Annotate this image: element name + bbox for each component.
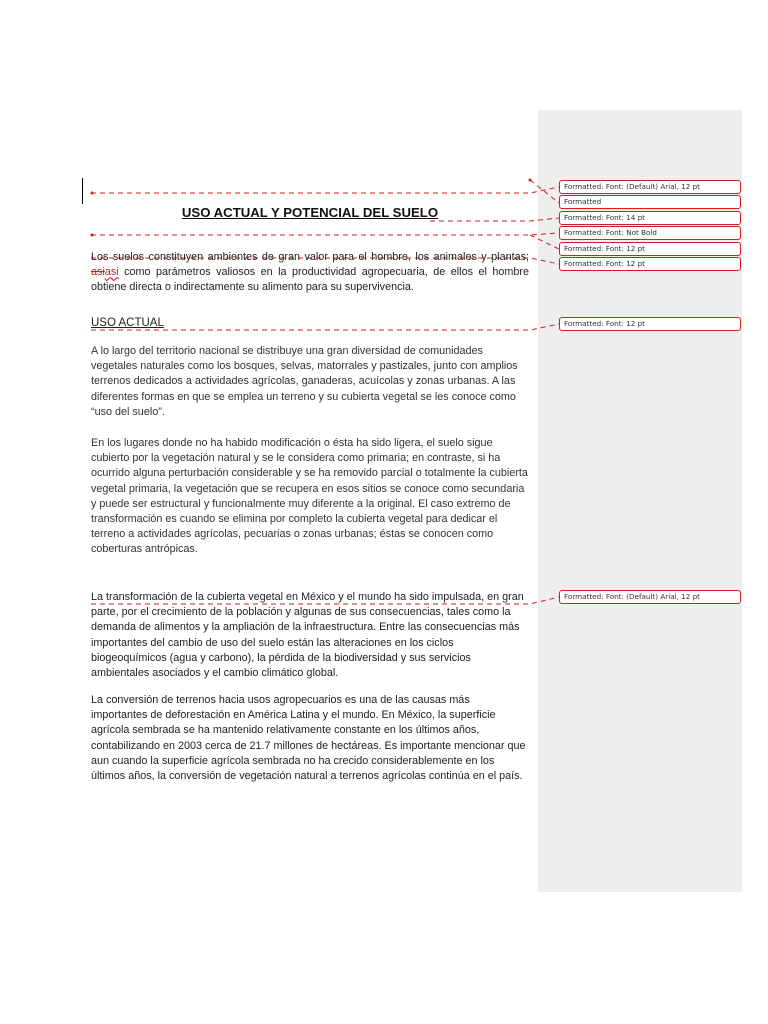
anchor-dot xyxy=(91,234,94,237)
leader-line-5 xyxy=(530,235,559,249)
section-heading[interactable]: USO ACTUAL xyxy=(91,317,164,329)
comment-balloon[interactable]: Formatted: Font: 12 pt xyxy=(559,257,741,271)
comment-balloon[interactable]: Formatted: Font: 12 pt xyxy=(559,317,741,331)
comment-balloon[interactable]: Formatted: Font: (Default) Arial, 12 pt xyxy=(559,180,741,194)
deleted-text: asi xyxy=(91,266,105,279)
anchor-dot xyxy=(91,192,94,195)
comment-balloon[interactable]: Formatted: Font: 14 pt xyxy=(559,211,741,225)
leader-line-4 xyxy=(91,233,559,235)
body-paragraph-1[interactable]: A lo largo del territorio nacional se distribuye una gran diversidad de comunidades vegetales naturales como los bosques, selvas, matorrales y pastizales, junto con amplios terrenos dedicados a actividades agrícolas, ganaderas, acuícolas y zonas urbanas. A las diferentes formas en que se emplea un terreno y su cubierta vegetal se les conoce como “uso del suelo”. xyxy=(91,345,518,418)
document-title[interactable]: USO ACTUAL Y POTENCIAL DEL SUELO xyxy=(181,205,439,220)
intro-text-2: como parámetros valiosos en la productividad agropecuaria, de ellos el hombre obtiene directa o indirectamente su alimento para su supervivencia. xyxy=(91,266,529,294)
inserted-text: asi xyxy=(104,266,119,279)
body-paragraph-4[interactable]: La conversión de terrenos hacia usos agropecuarios es una de las causas más importantes de deforestación en América Latina y el mundo. En México, la superficie agrícola sembrada se ha mantenido relativamente constante en los últimos años, contabilizando en 2003 cerca de 21.7 millones de hectáreas. Es importante mencionar que aun cuando la superficie agrícola sembrada no ha crecido considerablemente en los últimos años, la conversión de vegetación natural a terrenos agrícolas continúa en el país. xyxy=(91,694,526,783)
body-paragraph-3[interactable]: La transformación de la cubierta vegetal en México y el mundo ha sido impulsada, en gran parte, por el crecimiento de la población y algunas de sus consecuencias, tales como la demanda de alimentos y la ampliación de la infraestructura. Entre las consecuencias más importantes del cambio de uso del suelo están las alteraciones en los ciclos biogeoquímicos (agua y carbono), la pérdida de la biodiversidad y sus servicios ambientales asociados y el cambio climático global. xyxy=(91,591,524,680)
body-paragraph-2[interactable]: En los lugares donde no ha habido modificación o ésta ha sido ligera, el suelo sigue cubierto por la vegetación natural y se le considera como primaria; en contraste, si ha ocurrido alguna perturbación considerable y se ha removido parcial o totalmente la cubierta vegetal primaria, la vegetación que se recupera en esos sitios se conoce como secundaria y puede ser estructural y funcionalmente muy diferente a la original. El caso extremo de transformación es cuando se elimina por completo la cubierta vegetal para dedicar el terreno a actividades agrícolas, pecuarias o zonas urbanas; éstas se conocen como coberturas antrópicas. xyxy=(91,437,528,556)
comment-balloon[interactable]: Formatted xyxy=(559,195,741,209)
leader-line-1 xyxy=(91,187,559,193)
intro-paragraph[interactable] xyxy=(91,250,529,296)
comment-balloon[interactable]: Formatted: Font: Not Bold xyxy=(559,226,741,240)
comment-balloon[interactable]: Formatted: Font: (Default) Arial, 12 pt xyxy=(559,590,741,604)
intro-text-1: Los suelos constituyen ambientes de gran valor para el hombre, los animales y plantas; xyxy=(91,251,529,263)
anchor-dot xyxy=(529,179,532,182)
comment-balloon[interactable]: Formatted: Font: 12 pt xyxy=(559,242,741,256)
leader-line-2 xyxy=(530,180,559,203)
